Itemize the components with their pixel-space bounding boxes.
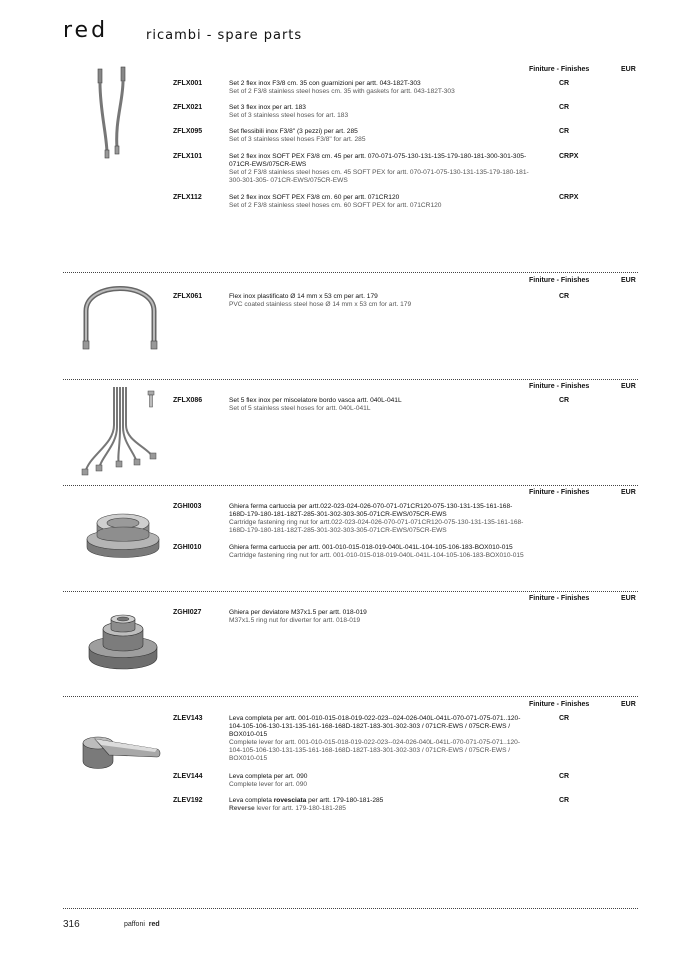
- product-code: ZFLX112: [173, 194, 202, 201]
- coated-hose-image: [80, 281, 160, 351]
- eur-column-header: EUR: [621, 66, 636, 73]
- divider: [63, 696, 638, 697]
- product-description: Leva completa per artt. 001-010-015-018-019-022-023--024-026-040L-041L-070-071-075-071..120-104-105-106-130-131-135-161-168-168D-182T-183-301-302-303 / 071CR-EWS / 075CR-EWS / BOX010-015 Complete lever for artt. 001-010-015-018-019-022-023--024-026-040L-041L-070-071-075-071..120-104-105-106-130-131-135-161-168-168D-182T-183-301-302-303 / 071CR-EWS / 075CR-EWS / BOX010-015: [229, 715, 521, 762]
- product-description: Set 2 flex inox F3/8 cm. 35 con guarnizioni per artt. 043-182T-303 Set of 2 F3/8 stainless steel hoses cm. 35 with gaskets for artt. 043-182T-303: [229, 80, 455, 95]
- product-description: Leva completa rovesciata per artt. 179-180-181-285 Reverse lever for artt. 179-180-181-285: [229, 797, 384, 812]
- product-code: ZGHI003: [173, 503, 202, 510]
- finishes-column-header: Finiture - Finishes: [529, 701, 590, 708]
- divider: [63, 908, 638, 909]
- page-title: ricambi - spare parts: [146, 28, 303, 43]
- finish-value: CR: [559, 397, 570, 404]
- product-description: Set 3 flex inox per art. 183 Set of 3 stainless steel hoses for art. 183: [229, 104, 349, 119]
- finishes-column-header: Finiture - Finishes: [529, 489, 590, 496]
- product-code: ZFLX086: [173, 397, 203, 404]
- product-code: ZGHI010: [173, 544, 202, 551]
- product-code: ZGHI027: [173, 609, 202, 616]
- eur-column-header: EUR: [621, 595, 636, 602]
- section-cartridge-ring-nut: [63, 489, 638, 584]
- flex-hoses-image: [93, 66, 133, 161]
- section-flex-hoses: [63, 66, 638, 216]
- finish-value: CR: [559, 80, 570, 87]
- eur-column-header: EUR: [621, 383, 636, 390]
- finish-value: CR: [559, 797, 570, 804]
- product-description: Leva completa per art. 090 Complete lever for art. 090: [229, 773, 308, 788]
- footer-brand: paffoni red: [124, 921, 160, 928]
- divider: [63, 379, 638, 380]
- finishes-column-header: Finiture - Finishes: [529, 595, 590, 602]
- finishes-column-header: Finiture - Finishes: [529, 383, 590, 390]
- product-description: Ghiera per deviatore M37x1.5 per artt. 018-019 M37x1.5 ring nut for diverter for artt. 018-019: [229, 609, 367, 624]
- product-description: Set flessibili inox F3/8" (3 pezzi) per art. 285 Set of 3 stainless steel hoses F3/8" for art. 285: [229, 128, 366, 143]
- product-description: Set 5 flex inox per miscelatore bordo vasca artt. 040L-041L Set of 5 stainless steel hoses for artt. 040L-041L: [229, 397, 402, 412]
- finish-value: CR: [559, 773, 570, 780]
- product-description: Set 2 flex inox SOFT PEX F3/8 cm. 45 per artt. 070-071-075-130-131-135-179-180-181-300-301-305- 071CR-EWS/075CR-EWS Set of 2 F3/8 stainless steel hoses cm. 45 SOFT PEX for artt. 070-071-075-130-131-135-179-180-181-300-301-305- 071CR-EWS/075CR-EWS: [229, 153, 529, 184]
- product-code: ZLEV144: [173, 773, 203, 780]
- product-description: Flex inox plastificato Ø 14 mm x 53 cm per art. 179 PVC coated stainless steel hose Ø 14 mm x 53 cm for art. 179: [229, 293, 412, 308]
- finish-value: CR: [559, 128, 570, 135]
- product-code: ZFLX101: [173, 153, 203, 160]
- product-description: Set 2 flex inox SOFT PEX F3/8 cm. 60 per artt. 071CR120 Set of 2 F3/8 stainless steel hoses cm. 60 SOFT PEX for artt. 071CR120: [229, 194, 442, 209]
- finish-value: CRPX: [559, 194, 579, 201]
- finishes-column-header: Finiture - Finishes: [529, 66, 590, 73]
- page-number: 316: [63, 919, 80, 930]
- section-coated-hose: [63, 277, 638, 372]
- diverter-nut-image: [85, 613, 161, 675]
- eur-column-header: EUR: [621, 489, 636, 496]
- hose-set-image: [79, 385, 169, 477]
- brand-title: red: [63, 18, 109, 43]
- section-hose-set: [63, 383, 638, 478]
- eur-column-header: EUR: [621, 277, 636, 284]
- ring-nut-image: [83, 509, 163, 565]
- product-description: Ghiera ferma cartuccia per artt. 001-010-015-018-019-040L-041L-104-105-106-183-BOX010-015 Cartridge fastening ring nut for artt. 001-010-015-018-019-040L-041L-104-105-106-183-BOX010-015: [229, 544, 524, 559]
- product-description: Ghiera ferma cartuccia per artt.022-023-024-026-070-071-071CR120-075-130-131-135-161-168-168D-179-180-181-182T-285-301-302-303-305-071CR-EWS/075CR-EWS Cartridge fastening ring nut for artt.022-023-024-026-070-071-071CR120-075-130-131-135-161-168-168D-179-180-181-182T-285-301-302-303-305-071CR-EWS/075CR-EWS: [229, 503, 524, 534]
- finish-value: CR: [559, 715, 570, 722]
- finishes-column-header: Finiture - Finishes: [529, 277, 590, 284]
- product-code: ZLEV143: [173, 715, 203, 722]
- product-code: ZFLX061: [173, 293, 203, 300]
- section-diverter-ring-nut: [63, 595, 638, 690]
- product-code: ZFLX021: [173, 104, 203, 111]
- finish-value: CR: [559, 293, 570, 300]
- divider: [63, 272, 638, 273]
- divider: [63, 591, 638, 592]
- lever-image: [81, 725, 163, 771]
- product-code: ZLEV192: [173, 797, 203, 804]
- section-levers: [63, 701, 638, 831]
- finish-value: CR: [559, 104, 570, 111]
- eur-column-header: EUR: [621, 701, 636, 708]
- divider: [63, 485, 638, 486]
- product-code: ZFLX001: [173, 80, 203, 87]
- product-code: ZFLX095: [173, 128, 203, 135]
- finish-value: CRPX: [559, 153, 579, 160]
